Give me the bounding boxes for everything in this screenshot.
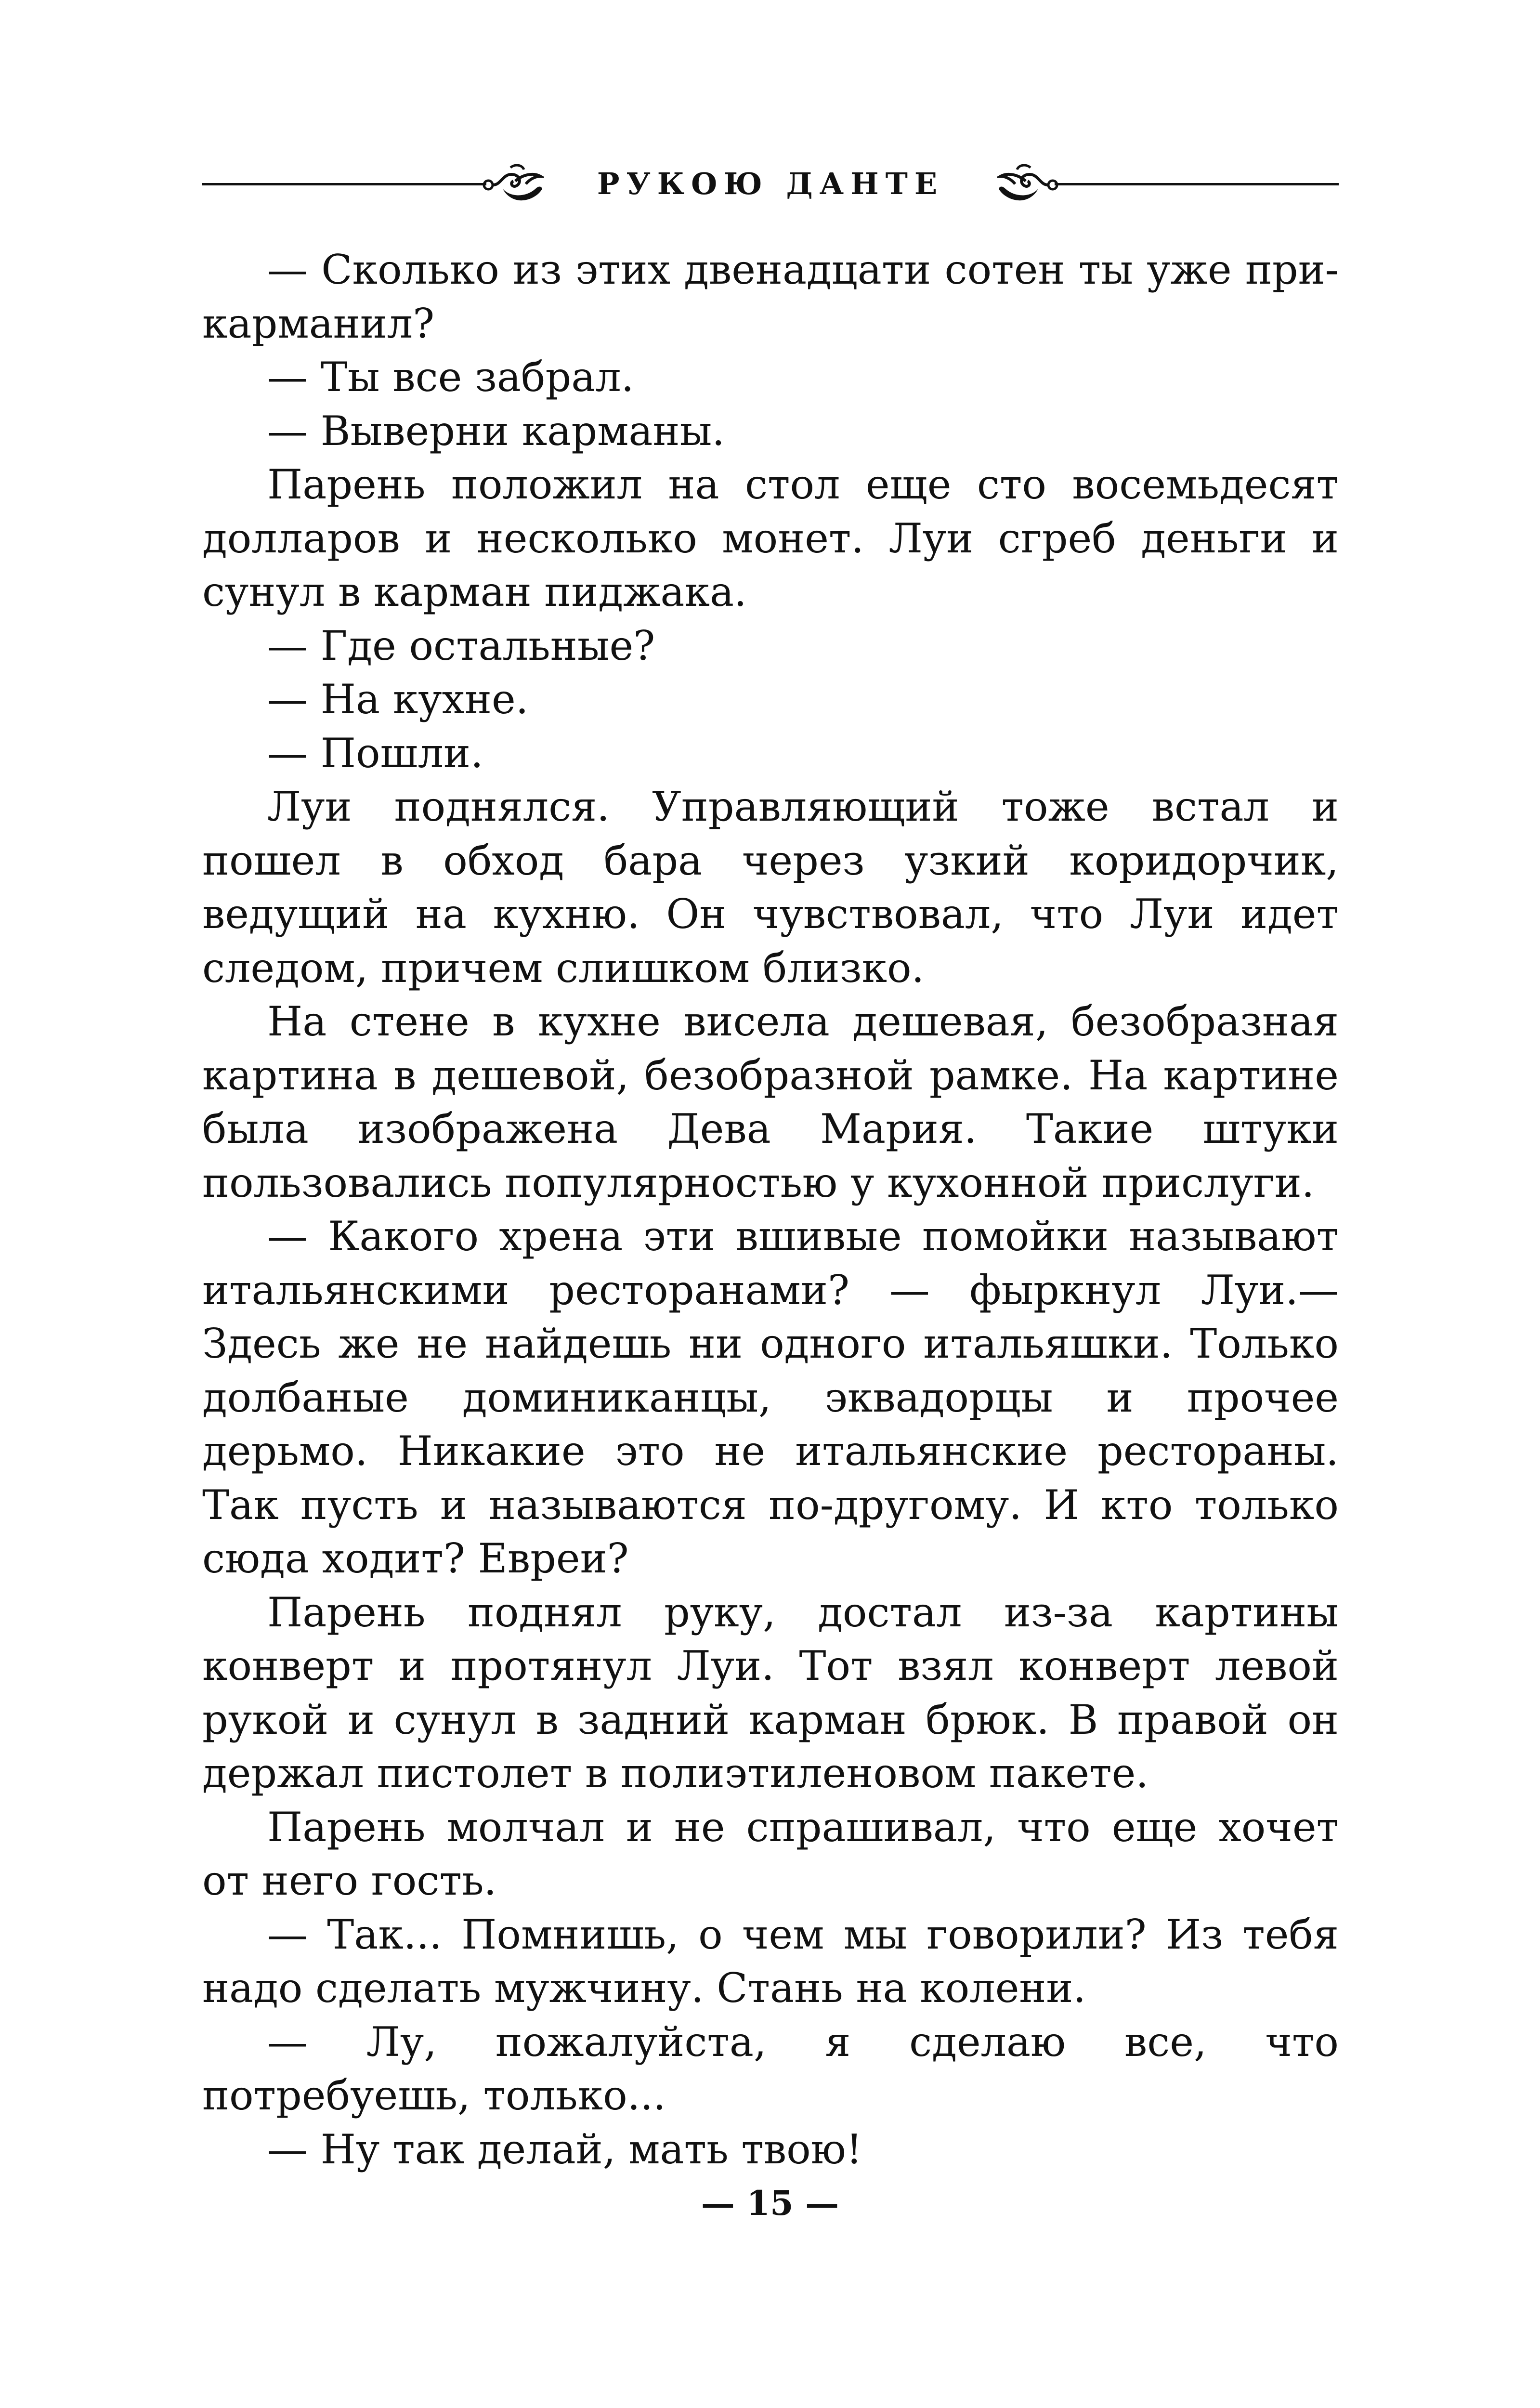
- scroll-ornament-icon: [482, 160, 544, 208]
- paragraph: Луи поднялся. Управляющий тоже встал и пошел в обход бара через узкий коридорчик, ведущий на кухню. Он чувствовал, что Луи идет следом, причем слишком близко.: [202, 783, 1339, 992]
- paragraph: — Пошли.: [267, 729, 483, 777]
- body-text: [202, 243, 1339, 2176]
- paragraph: Парень молчал и не спрашивал, что еще хочет от него гость.: [202, 1803, 1339, 1904]
- paragraph: — Ну так делай, мать твою!: [267, 2125, 862, 2173]
- paragraph: — Выверни карманы.: [267, 407, 725, 455]
- paragraph: — Лу, пожалуйста, я сделаю все, что потребуешь, только...: [202, 2018, 1339, 2119]
- running-header: [202, 155, 1339, 213]
- paragraph: — Какого хрена эти вшивые помойки называют итальянскими ресторанами? — фыркнул Луи.— Здесь же не найдешь ни одного итальяшки. Только долбаные доминиканцы, эквадорцы и прочее дерьмо. Никакие это не итальянские рестораны. Так пусть и называются по-другому. И кто только сюда ходит? Евреи?: [202, 1213, 1339, 1582]
- paragraph: — Ты все забрал.: [267, 353, 634, 401]
- paragraph: — На кухне.: [267, 676, 529, 723]
- header-rule-left: [202, 183, 486, 185]
- header-rule-right: [1055, 183, 1339, 185]
- running-title: РУКОЮ ДАНТЕ: [597, 166, 944, 201]
- scroll-ornament-icon: [997, 160, 1059, 208]
- page-number: — 15 —: [701, 2183, 839, 2223]
- paragraph: — Где остальные?: [267, 622, 655, 669]
- paragraph: На стене в кухне висела дешевая, безобразная картина в дешевой, безобразной рамке. На картине была изображена Дева Мария. Такие штуки пользовались популярностью у кухонной прислуги.: [202, 998, 1339, 1206]
- paragraph: — Сколько из этих двенадцати сотен ты уже прикарманил?: [202, 246, 1339, 347]
- paragraph: Парень положил на стол еще сто восемьдесят долларов и несколько монет. Луи сгреб деньги и сунул в карман пиджака.: [202, 461, 1339, 615]
- paragraph: Парень поднял руку, достал из-за картины конверт и протянул Луи. Тот взял конверт левой рукой и сунул в задний карман брюк. В правой он держал пистолет в полиэтиленовом пакете.: [202, 1588, 1339, 1797]
- paragraph: — Так... Помнишь, о чем мы говорили? Из тебя надо сделать мужчину. Стань на колени.: [202, 1911, 1339, 2012]
